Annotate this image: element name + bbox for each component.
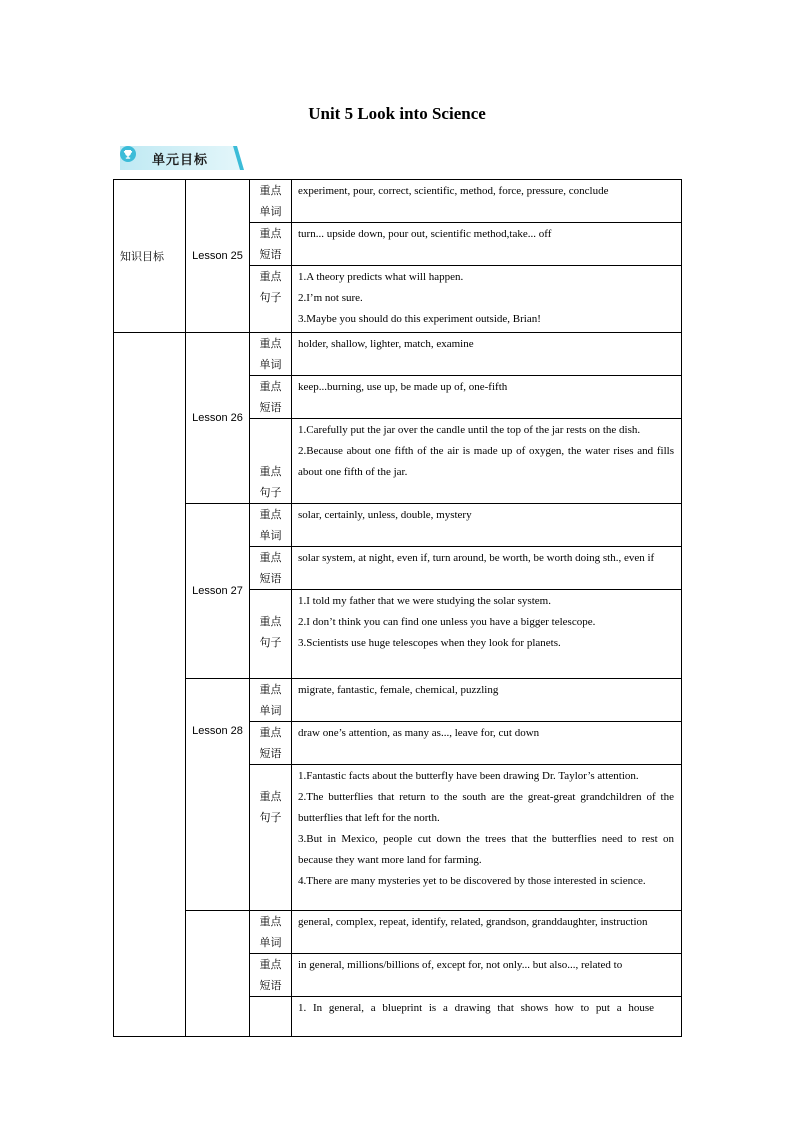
- words-label: 重点 单词: [250, 679, 292, 722]
- lesson-name: Lesson 28: [192, 725, 243, 737]
- category-continuation-cell: [114, 333, 186, 1037]
- phrases-content: draw one’s attention, as many as..., leave for, cut down: [292, 722, 682, 765]
- phrases-content: keep...burning, use up, be made up of, one-fifth: [292, 376, 682, 419]
- sentences-label: 重点 句子: [250, 419, 292, 504]
- phrases-content: in general, millions/billions of, except for, not only... but also..., related to: [292, 954, 682, 997]
- words-label: 重点 单词: [250, 180, 292, 223]
- lesson-cell: [186, 180, 250, 333]
- sentences-label-empty: [250, 997, 292, 1037]
- words-label: 重点 单词: [250, 504, 292, 547]
- phrases-label: 重点 短语: [250, 223, 292, 266]
- words-label: 重点 单词: [250, 911, 292, 954]
- sentences-content: 1.Carefully put the jar over the candle until the top of the jar rests on the dish. 2.Because about one fifth of the air is made up of oxygen, the water rises and fills about one fifth of the jar.: [292, 419, 682, 504]
- words-content: migrate, fantastic, female, chemical, puzzling: [292, 679, 682, 722]
- lesson-cell: [186, 911, 250, 1037]
- lesson-cell: [186, 333, 250, 504]
- category-label: 知识目标: [120, 249, 164, 263]
- sentences-label: 重点 句子: [250, 590, 292, 679]
- category-cell: [114, 180, 186, 333]
- unit-goals-banner: [120, 146, 244, 170]
- sentences-content: 1.Fantastic facts about the butterfly have been drawing Dr. Taylor’s attention. 2.The butterflies that return to the south are the great-great grandchildren of the butterflies that left for the north. 3.But in Mexico, people cut down the trees that the butterflies need to rest on because they want more land for farming. 4.There are many mysteries yet to be discovered by those interested in science.: [292, 765, 682, 911]
- phrases-content: turn... upside down, pour out, scientific method,take... off: [292, 223, 682, 266]
- trophy-icon: [120, 146, 136, 162]
- phrases-label: 重点 短语: [250, 376, 292, 419]
- phrases-content: solar system, at night, even if, turn around, be worth, be worth doing sth., even if: [292, 547, 682, 590]
- table-row: [114, 911, 682, 954]
- phrases-label: 重点 短语: [250, 954, 292, 997]
- table-row: [114, 180, 682, 223]
- words-label: 重点 单词: [250, 333, 292, 376]
- table-row: [114, 504, 682, 547]
- sentences-content: 1. In general, a blueprint is a drawing that shows how to put a house: [292, 997, 682, 1037]
- lesson-cell: [186, 679, 250, 911]
- sentences-content: 1.A theory predicts what will happen. 2.I’m not sure. 3.Maybe you should do this experiment outside, Brian!: [292, 266, 682, 333]
- words-content: solar, certainly, unless, double, mystery: [292, 504, 682, 547]
- phrases-label: 重点 短语: [250, 722, 292, 765]
- table-row: [114, 333, 682, 376]
- words-content: holder, shallow, lighter, match, examine: [292, 333, 682, 376]
- sentences-content: 1.I told my father that we were studying the solar system. 2.I don’t think you can find one unless you have a bigger telescope. 3.Scientists use huge telescopes when they look for planets.: [292, 590, 682, 679]
- sentences-label: 重点 句子: [250, 266, 292, 333]
- phrases-label: 重点 短语: [250, 547, 292, 590]
- goals-table: [113, 179, 682, 1037]
- banner-label: 单元目标: [152, 153, 209, 168]
- words-content: experiment, pour, correct, scientific, method, force, pressure, conclude: [292, 180, 682, 223]
- sentences-label: 重点 句子: [250, 765, 292, 911]
- table-row: [114, 679, 682, 722]
- lesson-name: Lesson 27: [192, 584, 243, 597]
- words-content: general, complex, repeat, identify, related, grandson, granddaughter, instruction: [292, 911, 682, 954]
- lesson-name: Lesson 25: [192, 249, 243, 262]
- lesson-name: Lesson 26: [192, 411, 243, 424]
- page-title: Unit 5 Look into Science: [308, 104, 486, 123]
- lesson-cell: [186, 504, 250, 679]
